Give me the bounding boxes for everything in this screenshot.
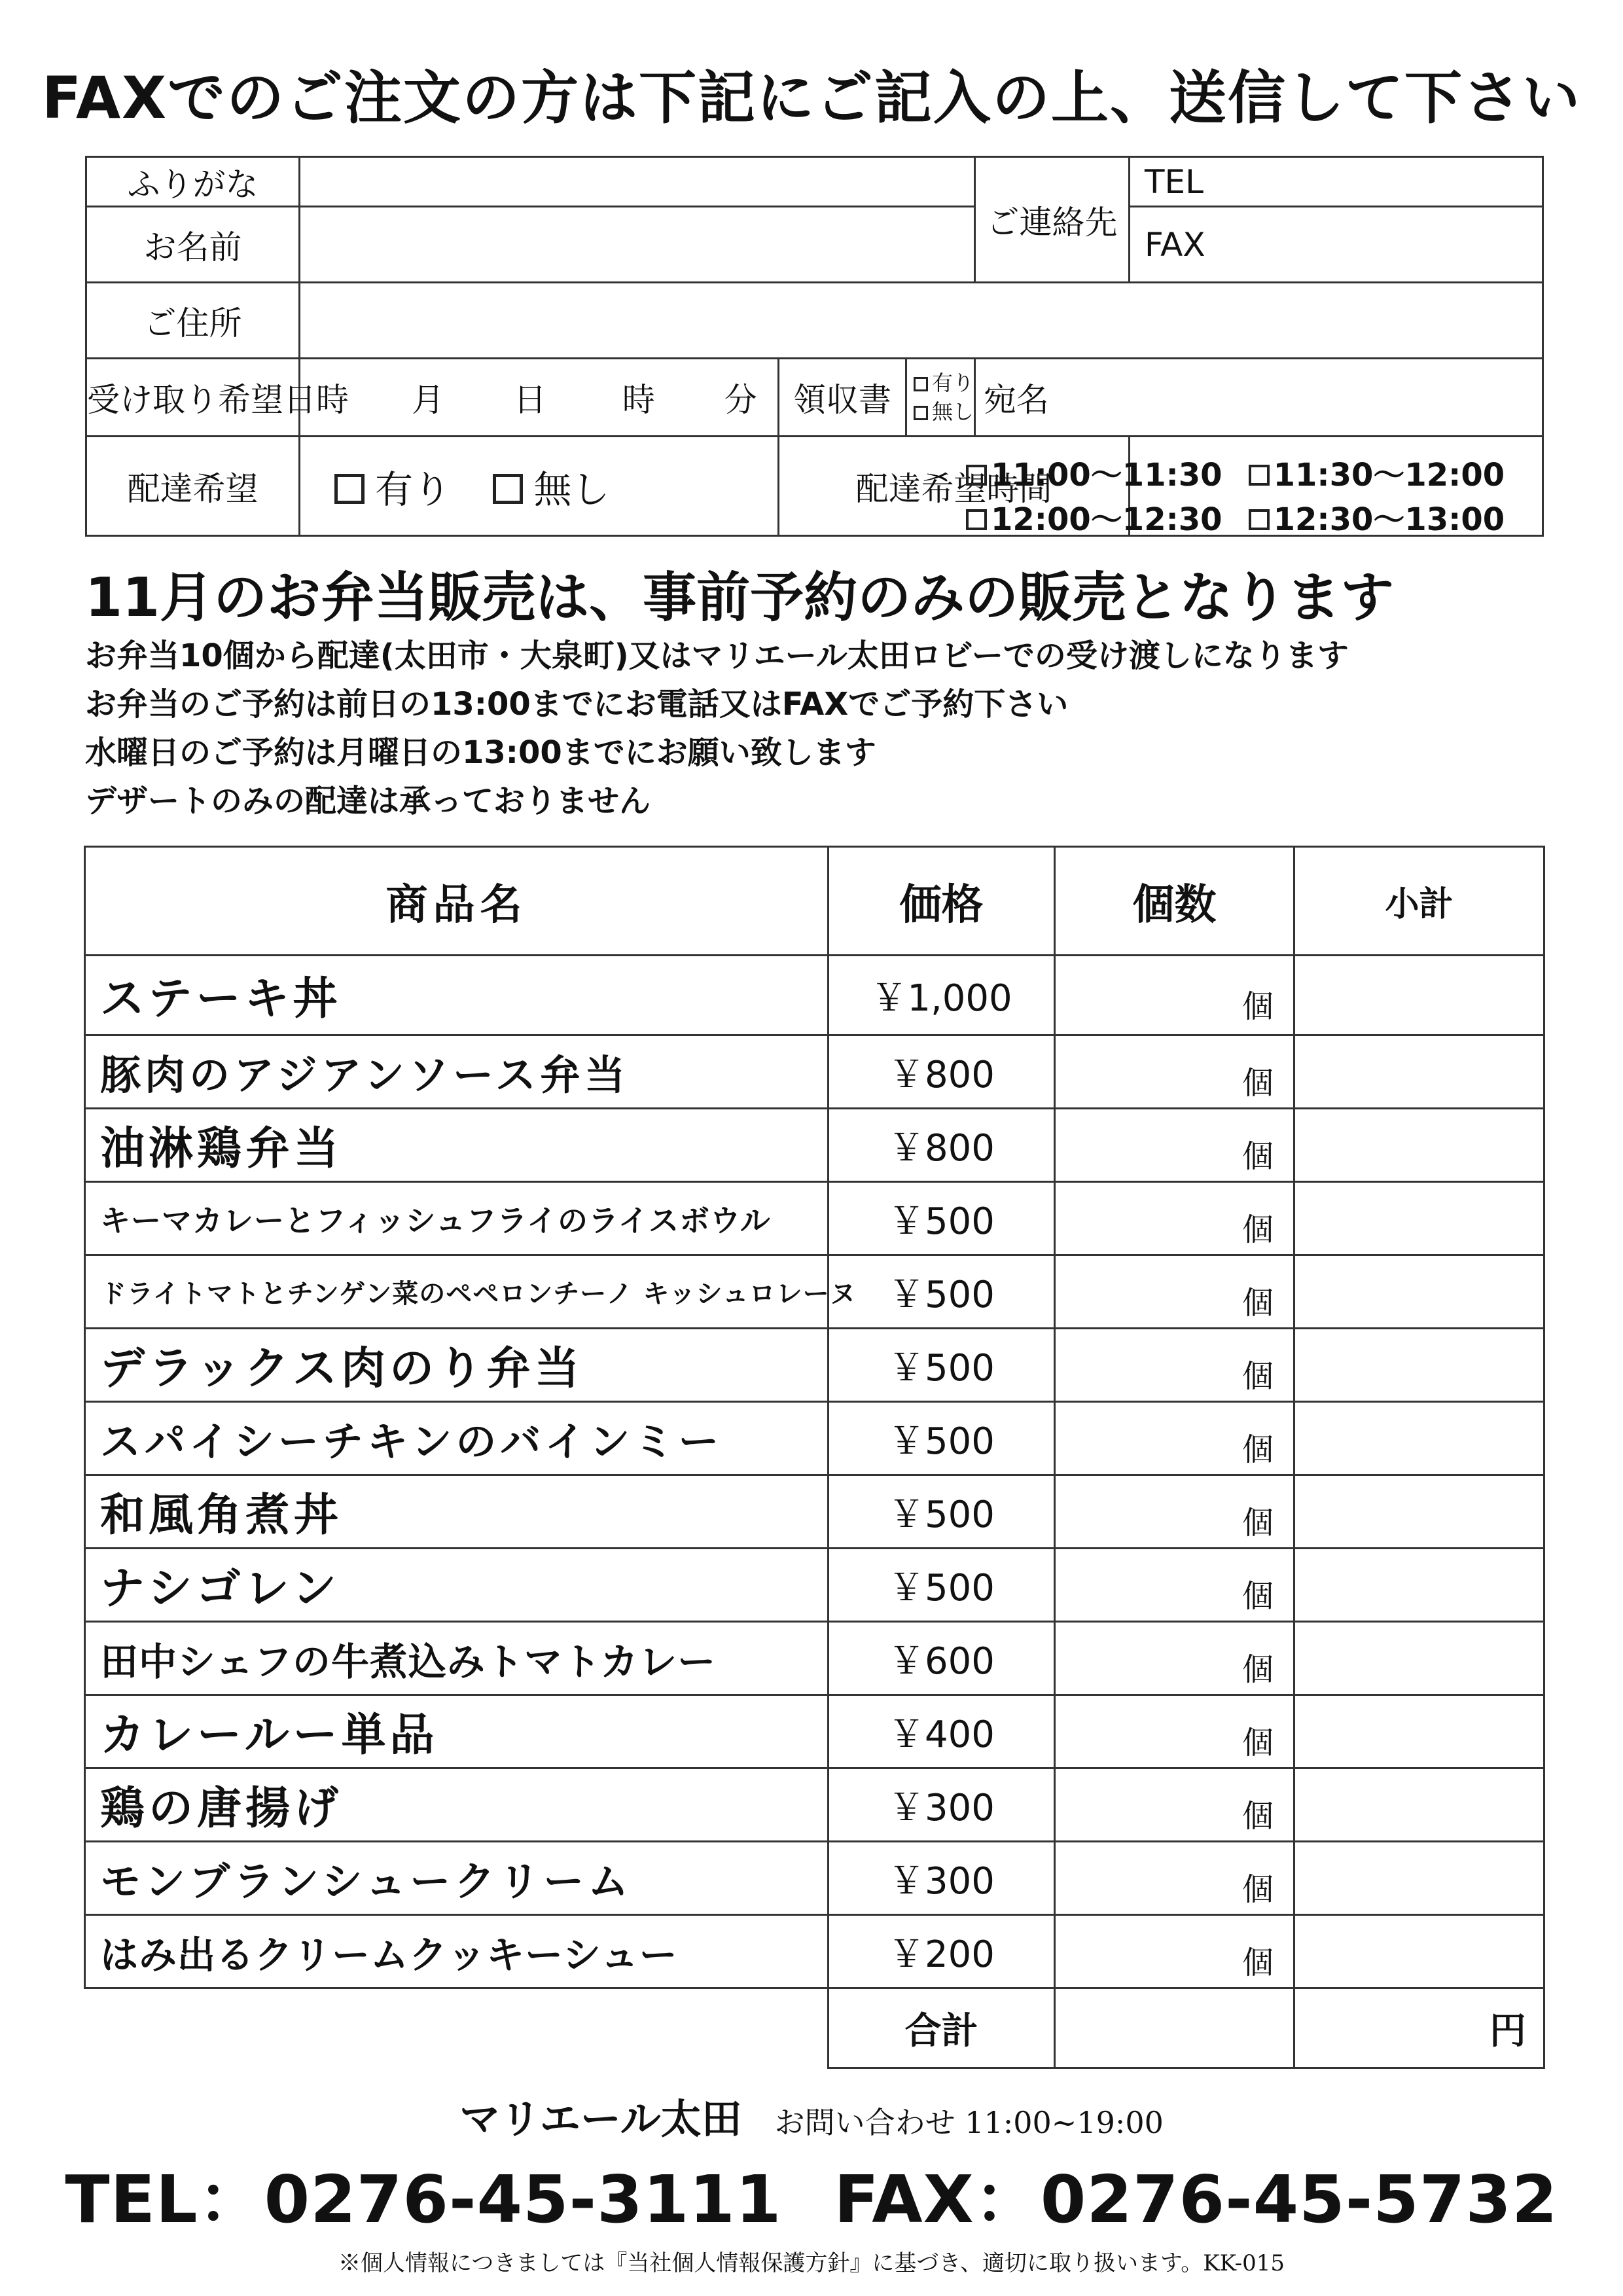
quantity-field[interactable] — [1055, 1109, 1294, 1182]
quantity-unit: 個 — [1241, 1578, 1274, 1615]
quantity-unit: 個 — [1241, 1138, 1274, 1175]
product-name: デラックス肉のり弁当 — [85, 1329, 829, 1402]
notice-line: お弁当10個から配達(太田市・大泉町)又はマリエール太田ロビーでの受け渡しになります — [85, 637, 1349, 674]
total-label: 合計 — [829, 1988, 1055, 2068]
product-price: ￥300 — [829, 1768, 1055, 1842]
product-name: 田中シェフの牛煮込みトマトカレー — [85, 1622, 829, 1695]
delivery-time-options — [929, 449, 1541, 546]
receipt-yes-option[interactable]: 有り — [914, 368, 974, 397]
fax-label: FAX — [1145, 225, 1205, 264]
product-price: ￥500 — [829, 1402, 1055, 1475]
product-name: 和風角煮丼 — [85, 1475, 829, 1549]
subtotal-field[interactable] — [1294, 1182, 1544, 1255]
contact-label: ご連絡先 — [975, 157, 1130, 283]
quantity-unit: 個 — [1241, 1285, 1274, 1321]
name-label: お名前 — [86, 207, 300, 283]
table-row — [85, 1475, 1544, 1549]
product-price: ￥600 — [829, 1622, 1055, 1695]
table-row — [85, 1402, 1544, 1475]
product-price: ￥200 — [829, 1915, 1055, 1988]
total-quantity-cell[interactable] — [1055, 1988, 1294, 2068]
time-slot-option[interactable]: 12:30〜13:00 — [1249, 501, 1505, 538]
subtotal-field[interactable] — [1294, 1109, 1544, 1182]
subtotal-field[interactable] — [1294, 1402, 1544, 1475]
quantity-field[interactable] — [1055, 1842, 1294, 1915]
product-price: ￥300 — [829, 1842, 1055, 1915]
pickup-datetime-label: 受け取り希望日時 — [86, 359, 300, 437]
checkbox-icon — [1249, 465, 1270, 486]
table-row — [85, 1695, 1544, 1768]
address-label: ご住所 — [86, 283, 300, 359]
addressee-field[interactable] — [975, 359, 1543, 437]
quantity-unit: 個 — [1241, 1505, 1274, 1541]
table-row — [85, 1035, 1544, 1109]
notice-line: 水曜日のご予約は月曜日の13:00までにお願い致します — [85, 734, 876, 771]
product-price: ￥800 — [829, 1035, 1055, 1109]
subtotal-field[interactable] — [1294, 1695, 1544, 1768]
product-price: ￥1,000 — [829, 956, 1055, 1035]
table-row — [85, 1915, 1544, 1988]
subtotal-field[interactable] — [1294, 1842, 1544, 1915]
table-row — [85, 1255, 1544, 1329]
table-row — [85, 1842, 1544, 1915]
receipt-no-option[interactable]: 無し — [914, 397, 974, 426]
notice-lines — [85, 632, 1349, 825]
product-price: ￥500 — [829, 1255, 1055, 1329]
quantity-header: 個数 — [1055, 847, 1294, 956]
product-name: 油淋鶏弁当 — [85, 1109, 829, 1182]
delivery-time-label: 配達希望時間 — [779, 437, 1130, 536]
quantity-field[interactable] — [1055, 1622, 1294, 1695]
product-name: キーマカレーとフィッシュフライのライスボウル — [85, 1182, 829, 1255]
quantity-field[interactable] — [1055, 1768, 1294, 1842]
time-slot-option[interactable]: 12:00〜12:30 — [966, 501, 1222, 538]
product-price: ￥500 — [829, 1475, 1055, 1549]
quantity-unit: 個 — [1241, 1725, 1274, 1761]
subtotal-header: 小計 — [1294, 847, 1544, 956]
quantity-field[interactable] — [1055, 1329, 1294, 1402]
quantity-field[interactable] — [1055, 1549, 1294, 1622]
quantity-unit: 個 — [1241, 1651, 1274, 1688]
time-slot-option[interactable]: 11:30〜12:00 — [1249, 457, 1505, 493]
tel-field[interactable] — [1130, 157, 1543, 207]
privacy-note: ※個人情報につきましては『当社個人情報保護方針』に基づき、適切に取り扱います。KK-015 — [338, 2250, 1285, 2276]
minute-unit: 分 — [724, 381, 757, 419]
quantity-unit: 個 — [1241, 1945, 1274, 1981]
checkbox-icon — [914, 377, 928, 391]
shop-fax: FAX：0276-45-5732 — [834, 2161, 1558, 2238]
product-name: はみ出るクリームクッキーシュー — [85, 1915, 829, 1988]
subtotal-field[interactable] — [1294, 1768, 1544, 1842]
shop-info — [0, 2087, 1623, 2145]
table-row — [85, 1622, 1544, 1695]
checkbox-icon — [966, 465, 987, 486]
product-header: 商品名 — [85, 847, 829, 956]
product-name: 鶏の唐揚げ — [85, 1768, 829, 1842]
inquiry-hours: お問い合わせ 11:00~19:00 — [774, 2105, 1164, 2140]
day-unit: 日 — [513, 381, 546, 419]
subtotal-field[interactable] — [1294, 1475, 1544, 1549]
month-unit: 月 — [412, 381, 444, 419]
checkbox-icon — [1249, 509, 1270, 530]
quantity-unit: 個 — [1241, 1211, 1274, 1248]
quantity-field[interactable] — [1055, 1255, 1294, 1329]
address-field[interactable] — [300, 283, 1543, 359]
subtotal-field[interactable] — [1294, 1255, 1544, 1329]
fax-field[interactable] — [1130, 207, 1543, 283]
quantity-field[interactable] — [1055, 1475, 1294, 1549]
quantity-field[interactable] — [1055, 956, 1294, 1035]
checkbox-icon — [493, 474, 523, 504]
addressee-label: 宛名 — [984, 381, 1049, 419]
quantity-field[interactable] — [1055, 1182, 1294, 1255]
notice-heading: 11月のお弁当販売は、事前予約のみの販売となります — [85, 567, 1395, 629]
table-row — [85, 1549, 1544, 1622]
receipt-cell — [779, 359, 975, 437]
product-price: ￥400 — [829, 1695, 1055, 1768]
subtotal-field[interactable] — [1294, 1915, 1544, 1988]
delivery-yes-option[interactable]: 有り — [334, 467, 451, 512]
product-price: ￥800 — [829, 1109, 1055, 1182]
product-name: スパイシーチキンのバインミー — [85, 1402, 829, 1475]
pickup-datetime-field[interactable] — [300, 359, 779, 437]
tel-label: TEL — [1145, 162, 1204, 201]
product-name: ステーキ丼 — [85, 956, 829, 1035]
product-price: ￥500 — [829, 1549, 1055, 1622]
checkbox-icon — [914, 406, 928, 420]
delivery-label: 配達希望 — [86, 437, 300, 536]
total-amount-field[interactable] — [1294, 1988, 1544, 2068]
yen-unit: 円 — [1489, 2009, 1526, 2053]
subtotal-field[interactable] — [1294, 1549, 1544, 1622]
hour-unit: 時 — [622, 381, 655, 419]
product-name: カレールー単品 — [85, 1695, 829, 1768]
product-name: ドライトマトとチンゲン菜のペペロンチーノ キッシュロレーヌ — [85, 1255, 829, 1329]
quantity-field[interactable] — [1055, 1915, 1294, 1988]
furigana-field[interactable] — [300, 157, 975, 207]
quantity-unit: 個 — [1241, 1431, 1274, 1468]
product-name: 豚肉のアジアンソース弁当 — [85, 1035, 829, 1109]
subtotal-field[interactable] — [1294, 956, 1544, 1035]
quantity-field[interactable] — [1055, 1402, 1294, 1475]
notice-line: お弁当のご予約は前日の13:00までにお電話又はFAXでご予約下さい — [85, 686, 1069, 723]
quantity-unit: 個 — [1241, 1065, 1274, 1102]
table-row — [85, 1768, 1544, 1842]
contact-numbers — [0, 2147, 1623, 2241]
product-name: ナシゴレン — [85, 1549, 829, 1622]
subtotal-field[interactable] — [1294, 1622, 1544, 1695]
table-row — [85, 956, 1544, 1035]
furigana-label: ふりがな — [86, 157, 300, 207]
delivery-no-option[interactable]: 無し — [493, 467, 609, 512]
quantity-unit: 個 — [1241, 1871, 1274, 1908]
page-title: FAXでのご注文の方は下記にご記入の上、送信して下さい — [42, 64, 1581, 132]
quantity-unit: 個 — [1241, 1798, 1274, 1835]
time-slot-option[interactable]: 11:00〜11:30 — [966, 457, 1222, 493]
notice-line: デザートのみの配達は承っておりません — [85, 783, 651, 819]
order-table — [84, 846, 1545, 2069]
product-name: モンブランシュークリーム — [85, 1842, 829, 1915]
quantity-unit: 個 — [1241, 1358, 1274, 1395]
quantity-field[interactable] — [1055, 1695, 1294, 1768]
subtotal-field[interactable] — [1294, 1329, 1544, 1402]
receipt-label: 領収書 — [779, 359, 907, 435]
name-field[interactable] — [300, 207, 975, 283]
shop-tel: TEL：0276-45-3111 — [65, 2161, 782, 2238]
product-price: ￥500 — [829, 1182, 1055, 1255]
checkbox-icon — [966, 509, 987, 530]
quantity-unit: 個 — [1241, 988, 1274, 1025]
table-row — [85, 1182, 1544, 1255]
checkbox-icon — [334, 474, 365, 504]
table-row — [85, 1109, 1544, 1182]
subtotal-field[interactable] — [1294, 1035, 1544, 1109]
shop-name: マリエール太田 — [459, 2095, 742, 2143]
quantity-field[interactable] — [1055, 1035, 1294, 1109]
table-row — [85, 1329, 1544, 1402]
price-header: 価格 — [829, 847, 1055, 956]
product-price: ￥500 — [829, 1329, 1055, 1402]
